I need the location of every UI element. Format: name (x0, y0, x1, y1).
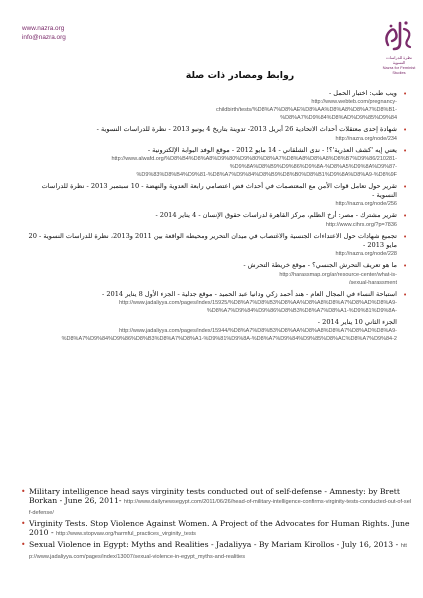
reference-link[interactable]: /sexual-harassment (349, 279, 397, 286)
list-item (20, 125, 408, 142)
bullet-icon: • (403, 212, 407, 221)
reference-text: Military intelligence head says virginity tests conducted out of self-defense - Amnesty: by Brett Borkan - June 26, 2011- (29, 487, 400, 505)
nazra-logo-icon (382, 17, 414, 55)
reference-link[interactable]: http://www.dailynewsegypt.com/2011/06/26/head-of-military-intelligence-confirms-virginity-tests-conducted-out-of-self-defense/ (29, 499, 412, 516)
reference-text: ويب طب: اختبار الحمل - (328, 89, 397, 97)
reference-link[interactable]: http://www.jadaliyya.com/pages/index/15925/%D8%A7%D8%B3%D8%AA%D8%A8%D8%A7%D8%AD%D8%A9- (119, 299, 397, 306)
reference-text: ما هو تعريف التحرش الجنسي؟ - موقع خريطة التحرش - (243, 261, 397, 270)
reference-link[interactable]: %D8%A7%D9%84%D9%86%D8%B3%D8%A7%D8%A1-%D9%81%D9%8A-%D8%A7%D9%84%D9%85%D8%AC%D8%A7%D9%84-2 (61, 336, 397, 343)
english-reference-list (20, 487, 412, 563)
list-item (20, 146, 408, 179)
reference-link[interactable]: %D9%83%D8%B4%D9%81-%D8%A7%D9%84%D8%B9%D8%B0%D8%B1%D9%8A%D8%A9-%D8%9F (136, 171, 397, 178)
logo-caption: نظرة للدراسات النسوية Nazra for Feminist Studies (382, 55, 416, 75)
reference-text: تقرير مشترك - مصر: أرخ الظلم، مركز القاهرة لدراسات حقوق الإنسان - 4 يناير 2014 - (155, 211, 397, 220)
list-item (20, 89, 408, 122)
list-item (20, 487, 412, 518)
reference-link[interactable]: childbirth/tests/%D8%A7%D8%AE%D8%AA%D8%A8%D8%A7%D8%B1- (216, 107, 397, 114)
bullet-icon: • (403, 126, 407, 135)
list-item (20, 290, 408, 315)
list-item (20, 232, 408, 259)
bullet-icon: • (403, 90, 407, 98)
bullet-icon: • (21, 487, 26, 496)
reference-link[interactable]: http://nazra.org/node/234 (335, 135, 397, 142)
reference-link[interactable]: %D8%A7%D9%84%D9%86%D8%B3%D8%A7%D8%A1-%D9%81%D9%8A- (206, 307, 397, 314)
bullet-icon: • (403, 146, 407, 155)
reference-text: يعني إيه 'كشف العذرية'؟! - ندى الشلقاني - 14 مايو 2012 - موقع الوفد البوابة الإلكترونية - (147, 145, 397, 154)
list-item (20, 261, 408, 286)
list-item (20, 519, 412, 539)
reference-link[interactable]: http://nazra.org/node/228 (335, 251, 397, 258)
reference-link[interactable]: http://www.stopvaw.org/harmful_practices_virginity_tests (56, 531, 196, 537)
list-item (20, 211, 408, 228)
reference-link[interactable]: http://nazra.org/node/256 (335, 201, 397, 208)
reference-link[interactable]: http://www.cihrs.org/?p=7836 (325, 221, 397, 228)
bullet-icon: • (403, 232, 407, 241)
bullet-icon: • (21, 540, 26, 549)
arabic-reference-list (20, 89, 408, 346)
page-title: روابط ومصادر ذات صلة (185, 70, 295, 81)
bullet-icon: • (403, 262, 407, 271)
list-item (20, 182, 408, 209)
reference-text: استباحة النساء في المجال العام - هند أحمد زكي ودانيا عبد الحميد - موقع جدلية - الجزء الأول 8 يناير 2014 - (101, 289, 397, 298)
reference-link[interactable]: http://harassmap.org/ar/resource-center/what-is- (279, 271, 397, 278)
reference-link[interactable]: http://www.alwafd.org/%D8%B4%D8%A8%D9%80%D9%80%D8%A7%D8%A8%D8%A8%D8%B7%D9%86/210281-%D9%8A%D8%B9%D9%86%D9%8A-%D8%A5%D9%8A%D9%87- (111, 155, 397, 170)
email-link[interactable]: info@nazra.org (22, 34, 66, 41)
reference-link[interactable]: http://www.jadaliyya.com/pages/index/15944/%D8%A7%D8%B3%D8%AA%D8%A8%D8%A7%D8%AD%D8%A9- (119, 328, 397, 335)
list-item (20, 318, 408, 343)
website-link[interactable]: www.nazra.org (22, 25, 65, 32)
reference-text: Virginity Tests. Stop Violence Against Women. A Project of the Advocates for Human Rights. June 2010 - (29, 519, 410, 537)
bullet-icon: • (21, 519, 26, 528)
reference-text: شهادة إحدى معتقلات أحداث الاتحادية 26 أبريل 2013- تدوينة بتاريخ 4 يونيو 2013 - نظرة للدراسات النسوية - (96, 125, 397, 134)
reference-text: الجزء الثاني 10 يناير 2014 - (317, 317, 397, 326)
reference-text: تجميع شهادات حول الاعتداءات الجنسية والاغتصاب في ميدان التحرير ومحيطه الواقعة بين 2011 و2013، نظرة للدراسات النسوية - 20 مايو 2013 - (28, 231, 397, 250)
bullet-icon: • (403, 290, 407, 299)
reference-link[interactable]: http://www.webteb.com/pregnancy- (311, 99, 397, 106)
reference-text: Sexual Violence in Egypt: Myths and Realities - Jadaliyya - By Mariam Kirollos - July 16, 2013 - (29, 540, 399, 549)
list-item (20, 540, 412, 562)
header-contact (22, 24, 66, 42)
reference-text: تقرير حول تعامل قوات الأمن مع المعتصمات في أحداث فض اعتصامي رابعة العدوية والنهضة - 10 سبتمبر 2013 - نظرة للدراسات النسوية - (41, 181, 397, 200)
reference-link[interactable]: http://www.jadaliyya.com/pages/index/13007/sexual-violence-in-egypt_myths-and-realities (29, 543, 407, 560)
reference-link[interactable]: %D8%A7%D9%84%D8%AD%D9%85%D9%84 (280, 115, 397, 122)
nazra-logo (382, 17, 416, 75)
bullet-icon: • (403, 182, 407, 191)
